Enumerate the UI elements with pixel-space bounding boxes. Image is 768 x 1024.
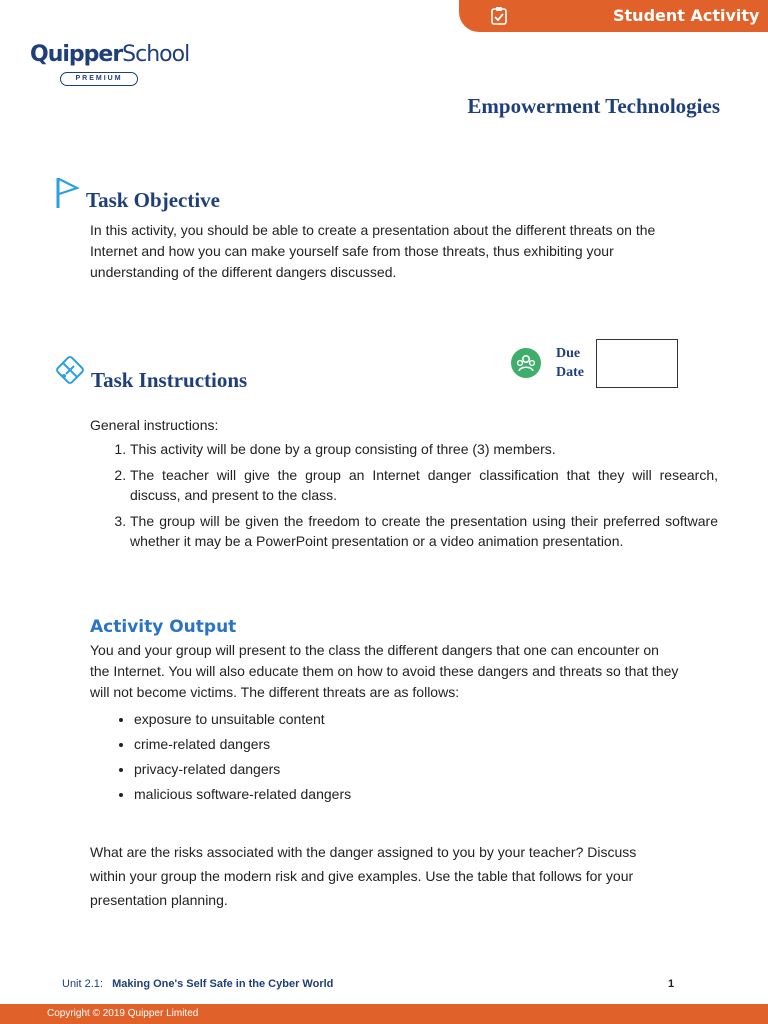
quipper-logo (30, 42, 190, 82)
general-instructions-label: General instructions: (90, 417, 219, 433)
footer-unit (62, 978, 333, 990)
footer-bar (0, 1004, 768, 1024)
logo-badge: PREMIUM (60, 72, 138, 86)
header-tab (459, 0, 768, 32)
list-item: 2. The teacher will give the group an Internet danger classification that they will research, discuss, and present to the class. (130, 465, 718, 506)
list-item: • privacy-related dangers (134, 757, 351, 782)
subject-title: Empowerment Technologies (467, 94, 720, 118)
due-date-field[interactable] (596, 339, 678, 388)
list-item: • exposure to unsuitable content (134, 707, 351, 732)
list-item: • crime-related dangers (134, 732, 351, 757)
threat-list (90, 707, 351, 807)
activity-question: What are the risks associated with the danger assigned to you by your teacher? Discuss within your group the modern risk and give examples. Use the table that follows for your presentation planning. (90, 844, 637, 908)
page-number: 1 (668, 978, 675, 990)
group-icon (511, 348, 541, 378)
logo-text: QuipperSchool (30, 42, 190, 67)
due-date-label: Due Date (556, 346, 584, 380)
objective-heading: Task Objective (86, 188, 220, 212)
flag-icon (55, 176, 81, 210)
list-item: 1. This activity will be done by a group consisting of three (3) members. (130, 439, 718, 460)
activity-heading: Activity Output (90, 617, 237, 637)
clipboard-check-icon (489, 6, 509, 26)
tab-label: Student Activity (613, 6, 760, 25)
unit-number: Unit 2.1: (62, 978, 103, 990)
unit-title: Making One's Self Safe in the Cyber World (112, 978, 334, 990)
copyright: Copyright © 2019 Quipper Limited (47, 1008, 199, 1019)
instruction-list (90, 439, 718, 557)
objective-text: In this activity, you should be able to create a presentation about the different threats on the Internet and how you can make yourself safe from those threats, thus exhibiting your understanding of the different dangers discussed. (90, 222, 656, 280)
list-item: 3. The group will be given the freedom to create the presentation using their preferred software whether it may be a PowerPoint presentation or a video animation presentation. (130, 511, 718, 552)
tools-icon (54, 354, 86, 386)
instructions-heading: Task Instructions (91, 368, 248, 392)
activity-intro: You and your group will present to the class the different dangers that one can encounter on the Internet. You will also educate them on how to avoid these dangers and threats so that they will not become victims. The different threats are as follows: (90, 642, 679, 700)
list-item: • malicious software-related dangers (134, 782, 351, 807)
